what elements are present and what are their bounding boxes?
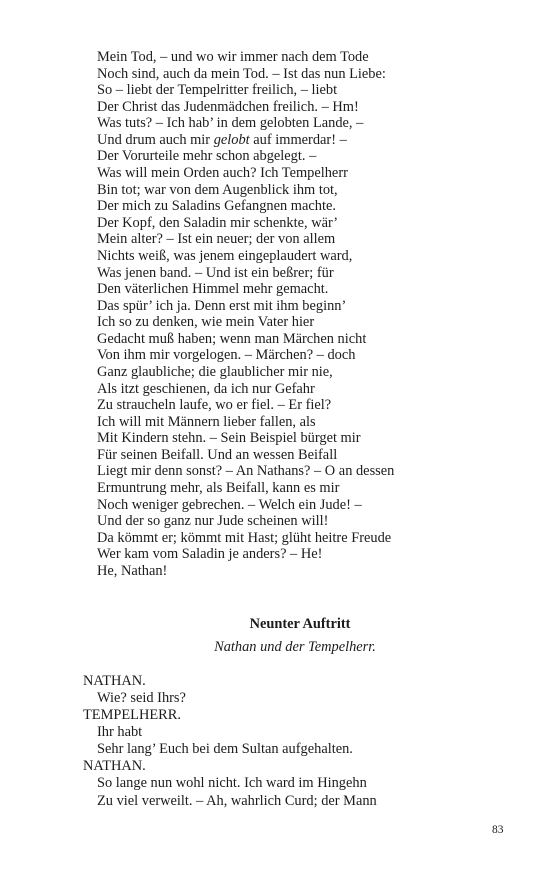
verse-line: Der Vorurteile mehr schon abgelegt. – [97,148,317,165]
verse-text: Und drum auch mir [97,131,214,148]
speaker-name: TEMPELHERR. [83,707,181,724]
verse-line: Für seinen Beifall. Und an wessen Beifall [97,446,338,463]
scene-heading: Neunter Auftritt [249,616,351,632]
spoken-line: Wie? seid Ihrs? [97,690,186,707]
spoken-line: Sehr lang’ Euch bei dem Sultan aufgehalten. [97,741,353,758]
scene-cast: Nathan und der Tempelherr. [214,639,376,655]
verse-line: Mit Kindern stehn. – Sein Beispiel bürget mir [97,430,361,447]
verse-line: Den väterlichen Himmel mehr gemacht. [97,281,329,298]
verse-line: Wer kam vom Saladin je anders? – He! [97,546,323,563]
verse-line: Der mich zu Saladins Gefangnen machte. [97,198,336,215]
verse-line: Ich so zu denken, wie mein Vater hier [97,314,315,331]
speaker-name: NATHAN. [83,673,146,689]
emphasized-word: gelobt [213,131,250,148]
verse-line: Gedacht muß haben; wenn man Märchen nicht [97,330,367,347]
verse-line: He, Nathan! [97,562,168,579]
verse-line: Da kömmt er; kömmt mit Hast; glüht heitre Freude [97,529,392,546]
monologue-verse [97,49,394,580]
spoken-line: So lange nun wohl nicht. Ich ward im Hingehn [97,775,367,792]
verse-line: Als itzt geschienen, da ich nur Gefahr [97,380,315,397]
verse-line: Bin tot; war von dem Augenblick ihm tot, [97,181,338,198]
verse-line [97,132,394,149]
verse-line: Ermuntrung mehr, als Beifall, kann es mir [97,480,340,497]
verse-line: Was tuts? – Ich hab’ in dem gelobten Lande, – [97,115,364,132]
verse-line: Ganz glaubliche; die glaublicher mir nie, [97,363,333,380]
verse-line: Und der so ganz nur Jude scheinen will! [97,513,329,530]
dialogue [83,673,377,810]
verse-line: Noch sind, auch da mein Tod. – Ist das nun Liebe: [97,65,386,82]
speaker-name: NATHAN. [83,758,146,775]
verse-line: Ich will mit Männern lieber fallen, als [97,413,316,430]
verse-text: auf immerdar! – [249,131,347,148]
verse-line: So – liebt der Tempelritter freilich, – liebt [97,82,338,99]
verse-line: Mein alter? – Ist ein neuer; der von allem [97,231,336,248]
spoken-line: Ihr habt [97,724,143,741]
verse-line: Zu straucheln laufe, wo er fiel. – Er fiel? [97,397,332,414]
verse-line: Der Christ das Judenmädchen freilich. – Hm! [97,98,359,115]
verse-line: Mein Tod, – und wo wir immer nach dem Tode [97,49,369,65]
verse-line: Was will mein Orden auch? Ich Tempelherr [97,165,348,182]
verse-line: Von ihm mir vorgelogen. – Märchen? – doch [97,347,356,364]
verse-line: Nichts weiß, was jenem eingeplaudert ward, [97,247,353,264]
verse-line: Das spür’ ich ja. Denn erst mit ihm beginn’ [97,297,347,314]
page-number: 83 [492,824,504,836]
verse-line: Noch weniger gebrechen. – Welch ein Jude! – [97,496,362,513]
spoken-line: Zu viel verweilt. – Ah, wahrlich Curd; der Mann [97,792,377,809]
verse-line: Was jenen band. – Und ist ein beßrer; für [97,264,334,281]
verse-line: Der Kopf, den Saladin mir schenkte, wär’ [97,214,339,231]
verse-line: Liegt mir denn sonst? – An Nathans? – O an dessen [97,463,395,480]
